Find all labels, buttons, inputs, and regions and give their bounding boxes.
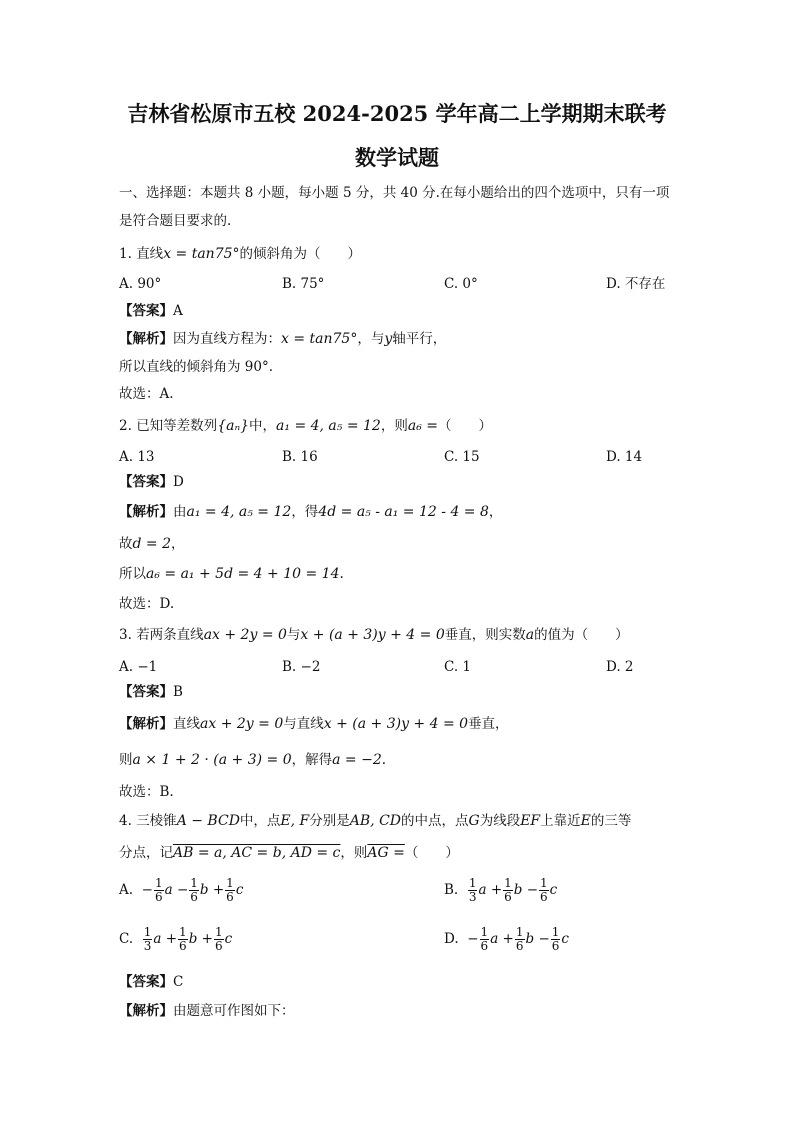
numerator: 1 xyxy=(540,876,548,890)
choose-label: 故选： xyxy=(119,784,160,800)
question-text: ，则 xyxy=(340,845,368,861)
question-2 xyxy=(119,417,492,435)
option-b: B. 75° xyxy=(282,276,325,292)
math-expression: A − BCD xyxy=(176,813,240,829)
math-expression: EF xyxy=(520,813,541,829)
vector-var: b xyxy=(513,882,523,898)
choose-value: B. xyxy=(159,784,174,800)
numerator: 1 xyxy=(154,876,163,890)
section-instructions-line2: 是符合题目要求的. xyxy=(119,213,232,229)
denominator: 6 xyxy=(214,939,223,953)
analysis-line xyxy=(119,565,344,583)
option-d xyxy=(444,926,569,953)
question-text: 中，点 xyxy=(239,813,281,829)
analysis-text: ，得 xyxy=(291,504,319,520)
fraction xyxy=(468,877,478,904)
math-expression: 4d = a₅ - a₁ = 12 - 4 = 8 xyxy=(318,504,489,520)
numerator: 1 xyxy=(214,925,223,939)
numerator: 1 xyxy=(190,876,198,890)
fraction xyxy=(551,926,561,953)
vector-var: a xyxy=(153,931,162,947)
fraction xyxy=(154,877,164,904)
option-label: B. xyxy=(444,882,459,898)
option-c: C. 15 xyxy=(444,449,480,465)
fraction xyxy=(515,926,525,953)
option-label: A. xyxy=(119,882,134,898)
math-expression: d = 2 xyxy=(132,536,171,552)
sign: + xyxy=(502,931,514,947)
sign: − xyxy=(467,931,479,947)
math-expression: a₆ = a₁ + 5d = 4 + 10 = 14 xyxy=(146,566,340,582)
question-text: 中， xyxy=(249,418,277,434)
denominator: 6 xyxy=(504,890,512,904)
question-4 xyxy=(119,812,631,830)
question-text: 的值为（ ） xyxy=(534,627,629,643)
vector-var: b xyxy=(525,931,535,947)
option-a xyxy=(119,877,243,904)
option-label: D. xyxy=(444,931,459,947)
denominator: 6 xyxy=(480,939,489,953)
vector-definitions: AB = a, AC = b, AD = c xyxy=(173,845,341,861)
section-instructions-line1: 一、选择题：本题共 8 小题，每小题 5 分，共 40 分.在每小题给出的四个选项中，只有一项 xyxy=(119,185,670,201)
question-text: 垂直，则实数 xyxy=(444,627,526,643)
denominator: 6 xyxy=(226,890,234,904)
answer-label: 【答案】 xyxy=(119,684,173,700)
analysis-text: ，解得 xyxy=(291,752,333,768)
question-text: 的中点，点 xyxy=(401,813,469,829)
analysis-text: ，与 xyxy=(357,331,385,347)
choose-line xyxy=(119,783,174,801)
option-a: A. 13 xyxy=(119,449,155,465)
analysis-text: 所以 xyxy=(119,566,146,582)
fraction xyxy=(225,877,235,904)
analysis-label: 【解析】 xyxy=(119,504,173,520)
fraction xyxy=(189,877,199,904)
analysis-text: 由题意可作图如下： xyxy=(173,1003,295,1019)
math-expression: x + (a + 3)y + 4 = 0 xyxy=(323,716,469,732)
math-expression: ax + 2y = 0 xyxy=(203,627,287,643)
answer-label: 【答案】 xyxy=(119,303,173,319)
math-expression: a₆ = xyxy=(407,418,438,434)
fraction xyxy=(480,926,490,953)
question-text: 为线段 xyxy=(479,813,521,829)
option-c: C. 1 xyxy=(444,659,472,675)
math-expression: a × 1 + 2 · (a + 3) = 0 xyxy=(132,752,292,768)
analysis-label: 【解析】 xyxy=(119,331,173,347)
choose-line xyxy=(119,595,174,613)
question-text: 与 xyxy=(286,627,301,643)
denominator: 6 xyxy=(551,939,560,953)
question-text: 的三等 xyxy=(590,813,632,829)
sign: − xyxy=(176,882,189,898)
question-text: 若两条直线 xyxy=(136,627,204,643)
choose-value: A. xyxy=(159,386,174,402)
option-c: C. 0° xyxy=(444,276,478,292)
answer-value: B xyxy=(173,684,183,700)
sign: − xyxy=(141,882,153,898)
question-text: 分点，记 xyxy=(119,845,173,861)
question-number: 1. xyxy=(119,246,132,262)
sign: + xyxy=(165,931,178,947)
option-d: D. 不存在 xyxy=(606,276,666,292)
math-expression: x + (a + 3)y + 4 = 0 xyxy=(300,627,445,643)
sign: − xyxy=(526,882,539,898)
analysis-label: 【解析】 xyxy=(119,1003,173,1019)
analysis-text: 与直线 xyxy=(283,716,324,732)
vector-var: c xyxy=(235,882,244,898)
math-expression: x = tan75° xyxy=(281,331,358,347)
denominator: 3 xyxy=(143,939,152,953)
fraction xyxy=(214,926,224,953)
numerator: 1 xyxy=(480,925,489,939)
numerator: 1 xyxy=(143,925,152,939)
math-expression: AB, CD xyxy=(349,813,402,829)
fraction xyxy=(178,926,188,953)
question-text: 已知等差数列 xyxy=(136,418,218,434)
denominator: 6 xyxy=(540,890,548,904)
numerator: 1 xyxy=(468,876,477,890)
math-expression: a = −2 xyxy=(332,752,382,768)
numerator: 1 xyxy=(504,876,512,890)
fraction xyxy=(539,877,549,904)
option-c xyxy=(119,926,232,953)
analysis-text: . xyxy=(381,752,387,768)
analysis-line: 所以直线的倾斜角为 90°. xyxy=(119,359,274,375)
answer-line xyxy=(119,473,184,491)
question-number: 3. xyxy=(119,627,132,643)
question-text: 三棱锥 xyxy=(136,813,177,829)
sign: − xyxy=(538,931,550,947)
answer-value: D xyxy=(173,474,184,490)
analysis-text: 因为直线方程为： xyxy=(173,331,281,347)
option-a: A. −1 xyxy=(119,659,158,675)
denominator: 3 xyxy=(468,890,477,904)
analysis-line xyxy=(119,715,509,733)
analysis-text: 垂直， xyxy=(468,716,509,732)
analysis-text: . xyxy=(339,566,344,582)
math-variable: G xyxy=(468,813,480,829)
question-text: （ ） xyxy=(437,418,492,434)
numerator: 1 xyxy=(515,925,524,939)
fraction xyxy=(503,877,513,904)
question-text: 上靠近 xyxy=(540,813,581,829)
math-expression: ax + 2y = 0 xyxy=(200,716,284,732)
analysis-text: 直线 xyxy=(173,716,200,732)
numerator: 1 xyxy=(226,876,234,890)
analysis-line xyxy=(119,503,502,521)
option-label: C. xyxy=(119,931,134,947)
vector-var: c xyxy=(561,931,569,947)
sign: + xyxy=(212,882,225,898)
option-d: D. 2 xyxy=(606,659,634,675)
analysis-text: ， xyxy=(488,504,503,520)
answer-line xyxy=(119,302,183,320)
vector-var: c xyxy=(549,882,558,898)
answer-label: 【答案】 xyxy=(119,974,173,990)
exam-title: 吉林省松原市五校 2024-2025 学年高二上学期期末联考 xyxy=(127,101,667,126)
option-b: B. 16 xyxy=(282,449,318,465)
choose-label: 故选： xyxy=(119,386,160,402)
denominator: 6 xyxy=(154,890,163,904)
answer-label: 【答案】 xyxy=(119,474,173,490)
choose-line xyxy=(119,385,174,403)
answer-value: A xyxy=(173,303,183,319)
vector-expression: AG = xyxy=(367,845,405,861)
question-number: 2. xyxy=(119,418,132,434)
math-expression: x = tan75° xyxy=(163,246,240,262)
question-number: 4. xyxy=(119,813,132,829)
analysis-line xyxy=(119,330,446,348)
numerator: 1 xyxy=(179,925,187,939)
sign: + xyxy=(490,882,503,898)
analysis-text: 则 xyxy=(119,752,133,768)
option-b: B. −2 xyxy=(282,659,321,675)
choose-value: D. xyxy=(159,596,175,612)
question-text: ，则 xyxy=(380,418,408,434)
fraction xyxy=(143,926,153,953)
question-text: （ ） xyxy=(404,845,459,861)
math-expression: a₁ = 4, a₅ = 12 xyxy=(276,418,381,434)
vector-var: a xyxy=(164,882,173,898)
math-variable: a xyxy=(525,627,535,643)
vector-var: b xyxy=(199,882,209,898)
question-4-line2 xyxy=(119,844,459,862)
analysis-line xyxy=(119,535,185,553)
denominator: 6 xyxy=(179,939,187,953)
answer-line xyxy=(119,683,183,701)
option-a: A. 90° xyxy=(119,276,162,292)
analysis-text: ， xyxy=(171,536,185,552)
option-d: D. 14 xyxy=(606,449,643,465)
question-text: 分别是 xyxy=(309,813,350,829)
analysis-text: 轴平行， xyxy=(392,331,447,347)
denominator: 6 xyxy=(515,939,524,953)
question-1 xyxy=(119,245,361,263)
analysis-line xyxy=(119,751,386,769)
math-variable: y xyxy=(384,331,393,347)
analysis-text: 故 xyxy=(119,536,133,552)
math-expression: a₁ = 4, a₅ = 12 xyxy=(186,504,292,520)
analysis-line xyxy=(119,1002,295,1020)
analysis-label: 【解析】 xyxy=(119,716,173,732)
choose-label: 故选： xyxy=(119,596,160,612)
exam-subtitle: 数学试题 xyxy=(355,145,439,170)
math-expression: E, F xyxy=(280,813,310,829)
vector-var: b xyxy=(188,931,198,947)
answer-value: C xyxy=(173,974,184,990)
math-variable: E xyxy=(580,813,591,829)
numerator: 1 xyxy=(551,925,560,939)
analysis-text: 由 xyxy=(173,504,187,520)
question-text: 直线 xyxy=(136,246,164,262)
vector-var: a xyxy=(490,931,499,947)
vector-var: c xyxy=(224,931,233,947)
sign: + xyxy=(201,931,213,947)
denominator: 6 xyxy=(190,890,198,904)
question-3 xyxy=(119,626,629,644)
option-b xyxy=(444,877,557,904)
vector-var: a xyxy=(478,882,487,898)
answer-line xyxy=(119,973,183,991)
math-expression: {aₙ} xyxy=(217,418,250,434)
question-text: 的倾斜角为（ ） xyxy=(239,246,362,262)
